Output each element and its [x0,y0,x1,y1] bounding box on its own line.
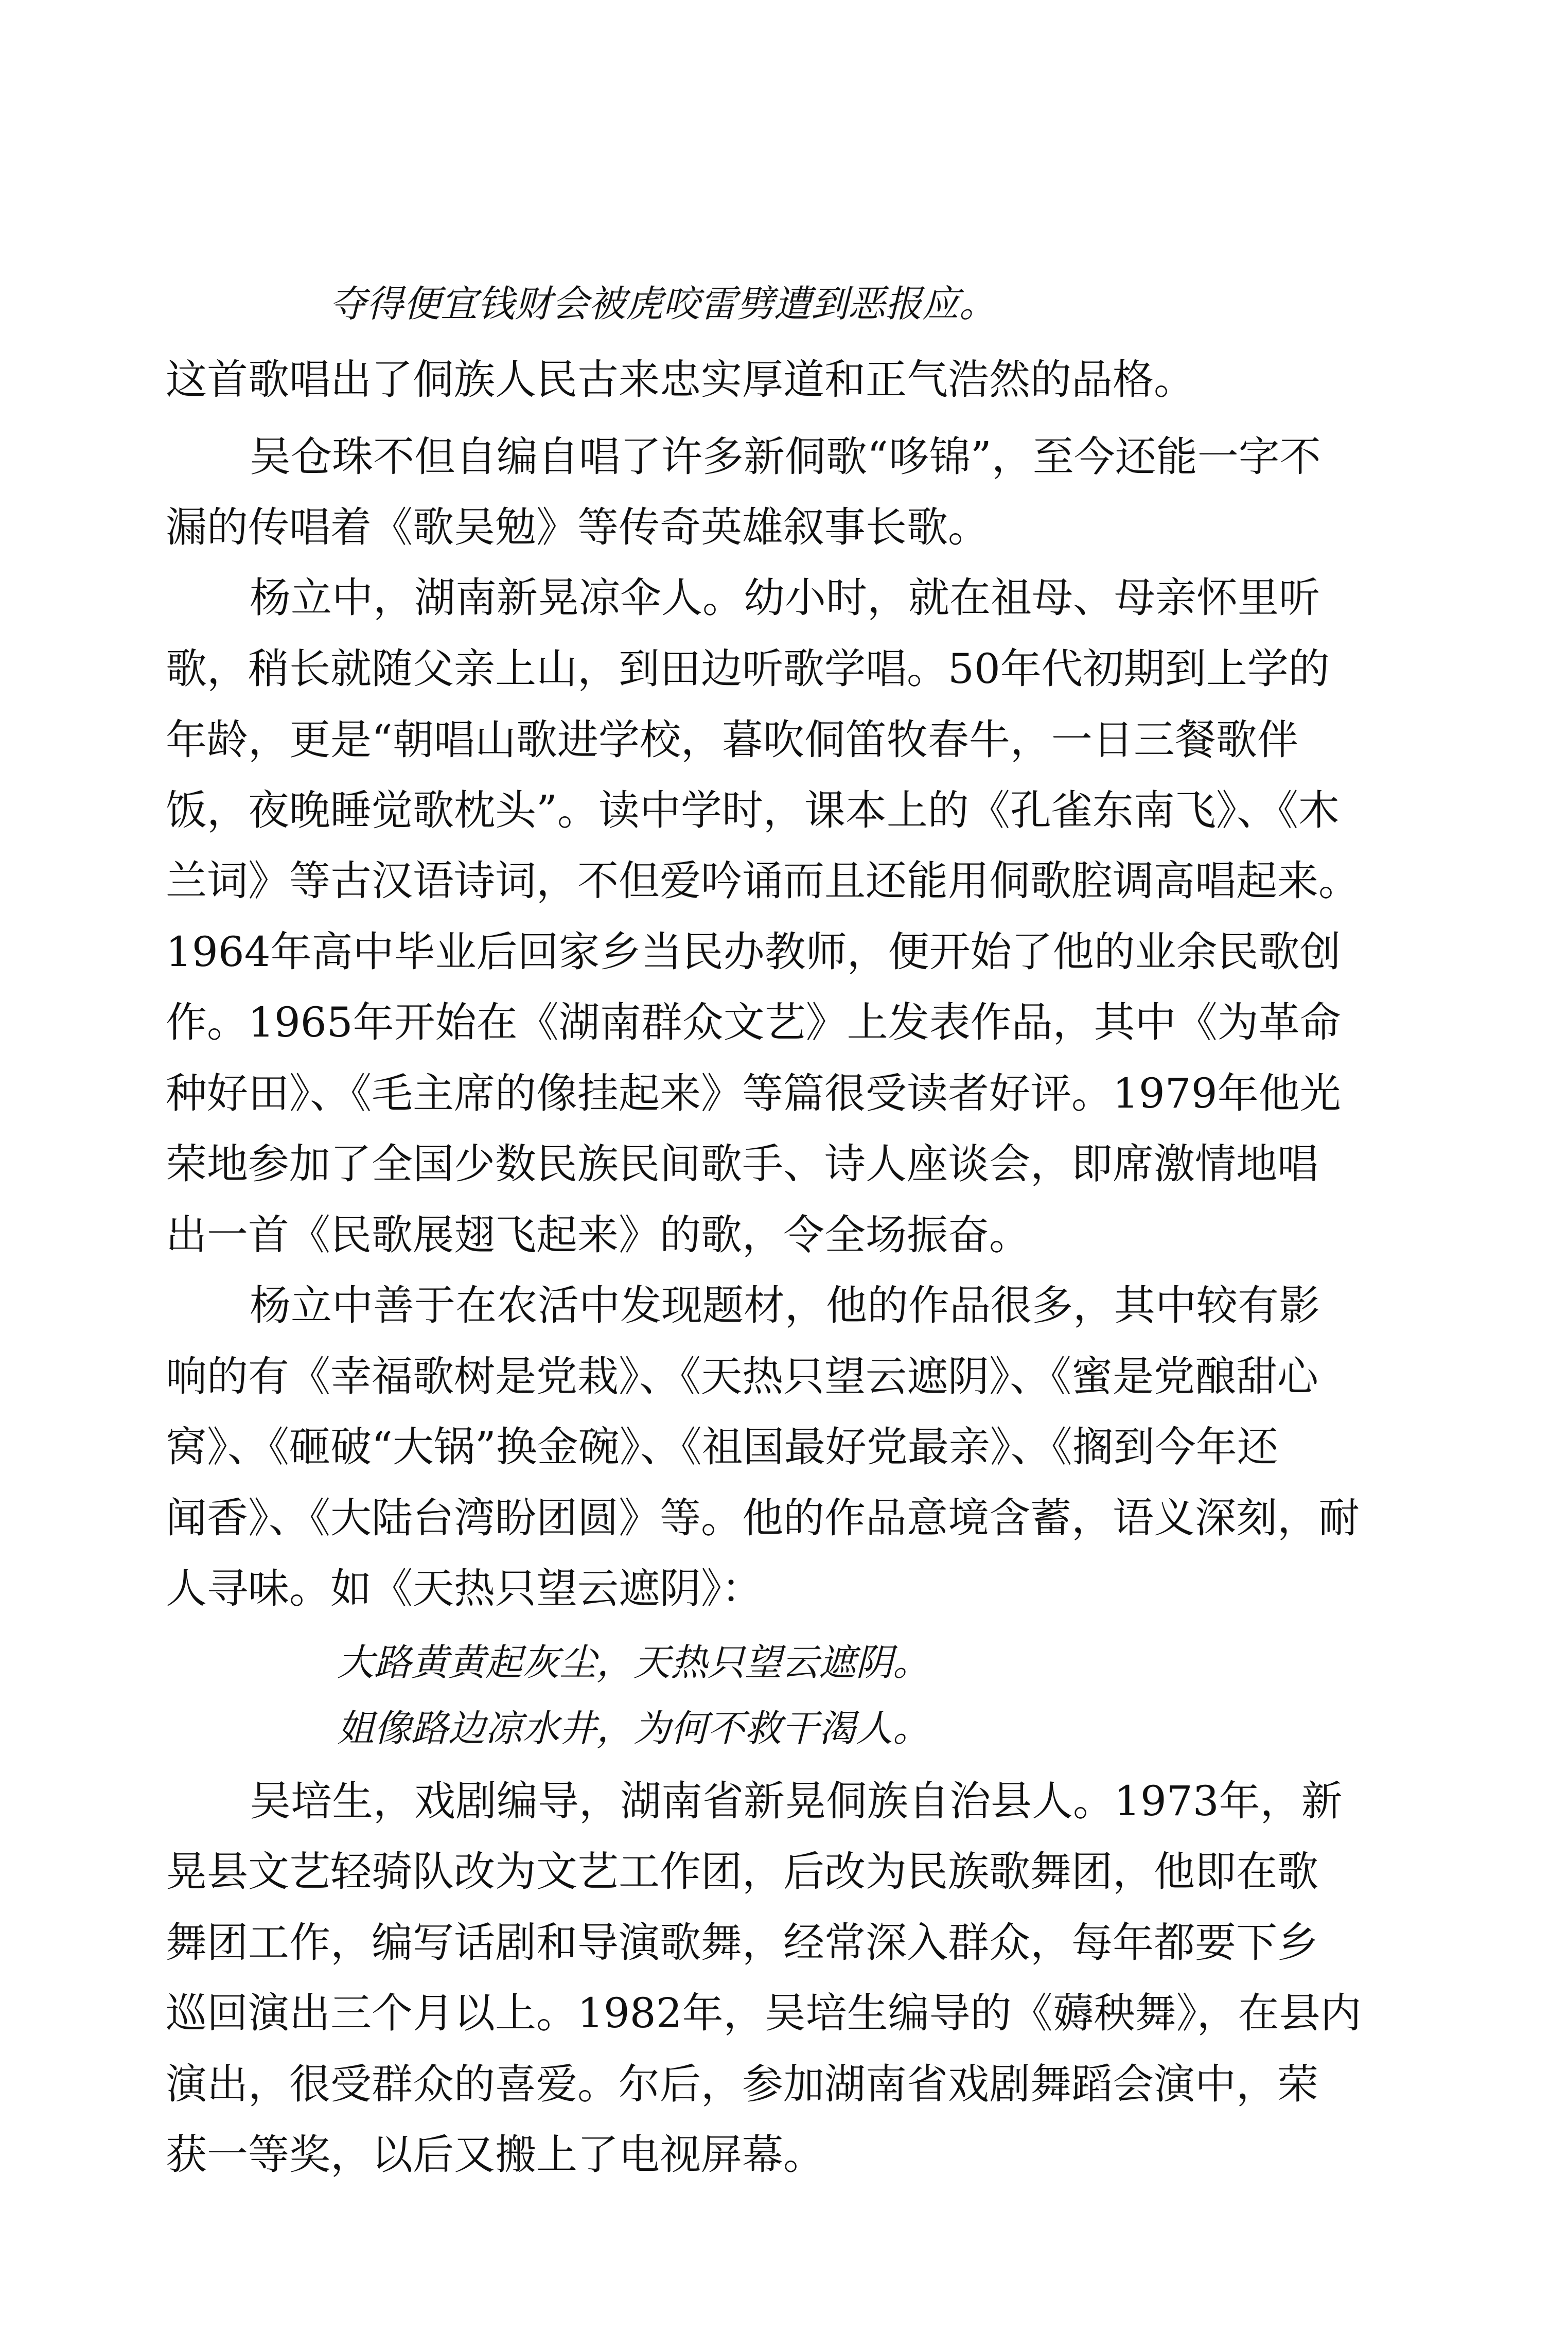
text-line: 巡回演出三个月以上。1982年，吴培生编导的《薅秧舞》，在县内 [166,1989,1362,2037]
text-line: 窝》、《砸破“大锅”换金碗》、《祖国最好党最亲》、《搁到今年还 [166,1423,1278,1471]
text-line: 歌，稍长就随父亲上山，到田边听歌学唱。50年代初期到上学的 [166,645,1330,693]
text-line: 饭，夜晚睡觉歌枕头”。读中学时，课本上的《孔雀东南飞》、《木 [166,786,1340,834]
text-line: 兰词》等古汉语诗词，不但爱吟诵而且还能用侗歌腔调高唱起来。 [166,857,1360,905]
verse-line: 姐像路边凉水井，为何不救干渴人。 [337,1707,930,1750]
text-line: 漏的传唱着《歌吴勉》等传奇英雄叙事长歌。 [166,503,989,551]
text-line: 闻香》、《大陆台湾盼团圆》等。他的作品意境含蓄，语义深刻，耐 [166,1494,1360,1542]
text-line: 年龄，更是“朝唱山歌进学校，暮吹侗笛牧春牛，一日三餐歌伴 [166,716,1298,764]
paragraph-first-line: 杨立中善于在农活中发现题材，他的作品很多，其中较有影 [250,1282,1320,1329]
paragraph-first-line: 杨立中，湖南新晃凉伞人。幼小时，就在祖母、母亲怀里听 [250,574,1320,622]
text-line: 获一等奖，以后又搬上了电视屏幕。 [166,2131,824,2179]
text-line: 人寻味。如《天热只望云遮阴》： [166,1565,763,1612]
verse-line: 大路黄黄起灰尘，天热只望云遮阴。 [337,1641,930,1684]
text-line: 1964年高中毕业后回家乡当民办教师，便开始了他的业余民歌创 [166,928,1341,976]
text-line: 舞团工作，编写话剧和导演歌舞，经常深入群众，每年都要下乡 [166,1919,1318,1967]
text-line: 演出，很受群众的喜爱。尔后，参加湖南省戏剧舞蹈会演中，荣 [166,2060,1318,2108]
text-line: 作。1965年开始在《湖南群众文艺》上发表作品，其中《为革命 [166,998,1341,1046]
text-line: 晃县文艺轻骑队改为文艺工作团，后改为民族歌舞团，他即在歌 [166,1848,1318,1896]
paragraph-first-line: 吴培生，戏剧编导，湖南省新晃侗族自治县人。1973年，新 [250,1777,1343,1825]
text-line: 响的有《幸福歌树是党栽》、《天热只望云遮阴》、《蜜是党酿甜心 [166,1353,1318,1400]
text-line: 荣地参加了全国少数民族民间歌手、诗人座谈会，即席激情地唱 [166,1140,1318,1188]
verse-line: 夺得便宜钱财会被虎咬雷劈遭到恶报应。 [329,282,997,325]
paragraph-first-line: 吴仓珠不但自编自唱了许多新侗歌“哆锦”，至今还能一字不 [250,433,1321,481]
text-line: 这首歌唱出了侗族人民古来忠实厚道和正气浩然的品格。 [166,356,1195,403]
text-line: 出一首《民歌展翅飞起来》的歌，令全场振奋。 [166,1211,1030,1259]
text-line: 种好田》、《毛主席的像挂起来》等篇很受读者好评。1979年他光 [166,1069,1341,1117]
